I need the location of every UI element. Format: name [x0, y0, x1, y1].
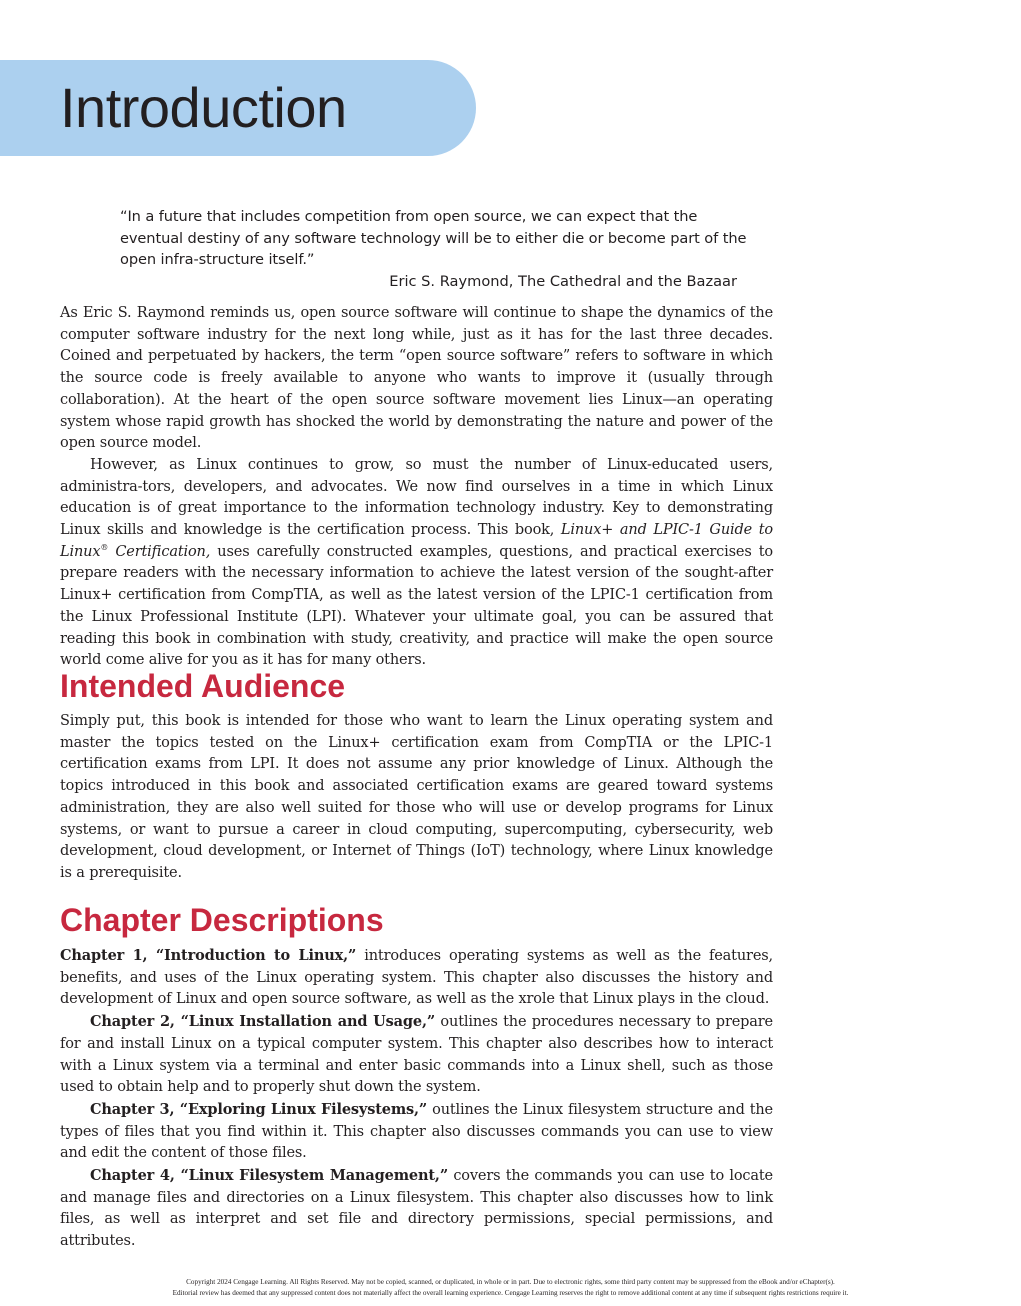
- chapter-4-description: Chapter 4, “Linux Filesystem Management,” covers the commands you can use to locate and manage files and directories on a Linux filesystem. This chapter also discusses how to link files, as well as interpret and set file and directory permissions, special permissions, and attributes.: [60, 1167, 773, 1250]
- chapter-2-description: Chapter 2, “Linux Installation and Usage,” outlines the procedures necessary to prepare for and install Linux on a typical computer system. This chapter also describes how to interact with a Linux system via a terminal and enter basic commands into a Linux shell, such as those used to obtain help and to properly shut down the system.: [60, 1013, 773, 1096]
- page-title: Introduction: [60, 76, 347, 139]
- copyright-line-1: Copyright 2024 Cengage Learning. All Rights Reserved. May not be copied, scanned, or duplicated, in whole or in part. Due to electronic rights, some third party content may be suppressed from the eBook and/or eChapter(s).: [186, 1278, 835, 1286]
- intended-audience-heading: Intended Audience: [60, 668, 346, 704]
- book-title: Linux+ and LPIC-1 Guide to Linux® Certification,: [60, 522, 773, 560]
- audience-paragraph: Simply put, this book is intended for those who want to learn the Linux operating system and master the topics tested on the Linux+ certification exam from CompTIA or the LPIC-1 certification exams from LPI. It does not assume any prior knowledge of Linux. Although the topics introduced in this book and associated certification exams are geared toward systems administration, they are also well suited for those who will use or develop programs for Linux systems, or want to pursue a career in cloud computing, supercomputing, cybersecurity, web development, cloud development, or Internet of Things (IoT) technology, where Linux knowledge is a prerequisite.: [60, 713, 773, 881]
- copyright-footer: [0, 1277, 1021, 1298]
- chapter-1-description: Chapter 1, “Introduction to Linux,” introduces operating systems as well as the features, benefits, and uses of the Linux operating system. This chapter also discusses the history and development of Linux and open source software, as well as the xrole that Linux plays in the cloud.: [60, 947, 774, 1008]
- chapter-descriptions-heading: Chapter Descriptions: [60, 902, 384, 938]
- epigraph-attribution: Eric S. Raymond, The Cathedral and the Bazaar: [389, 273, 737, 290]
- epigraph-quote: “In a future that includes competition from open source, we can expect that the eventual destiny of any software technology will be to either die or become part of the open infra-structure itself.”: [120, 208, 747, 269]
- chapter-3-title: Chapter 3, “Exploring Linux Filesystems,”: [90, 1100, 428, 1118]
- chapter-descriptions-section: [60, 945, 773, 1253]
- chapter-4-title: Chapter 4, “Linux Filesystem Management,”: [90, 1167, 449, 1185]
- copyright-line-2: Editorial review has deemed that any suppressed content does not materially affect the overall learning experience. Cengage Learning reserves the right to remove additional content at any time if subsequent rights restrictions require it.: [172, 1288, 849, 1297]
- audience-section: [60, 711, 773, 885]
- chapter-2-title: Chapter 2, “Linux Installation and Usage,”: [90, 1013, 436, 1031]
- intro-paragraph-1: As Eric S. Raymond reminds us, open source software will continue to shape the dynamics of the computer software industry for the next long while, just as it has for the last three decades. Coined and perpetuated by hackers, the term “open source software” refers to software in which the source code is freely available to anyone who wants to improve it (usually through collaboration). At the heart of the open source software movement lies Linux—an operating system whose rapid growth has shocked the world by demonstrating the nature and power of the open source model.: [60, 305, 773, 452]
- intro-paragraph-2: However, as Linux continues to grow, so must the number of Linux-educated users, administra-tors, developers, and advocates. We now find ourselves in a time in which Linux education is of great importance to the information technology industry. Key to demonstrating Linux skills and knowledge is the certification process. This book, Linux+ and LPIC-1 Guide to Linux® Certification, uses carefully constructed examples, questions, and practical exercises to prepare readers with the necessary information to achieve the latest version of the sought-after Linux+ certification from CompTIA, as well as the latest version of the LPIC-1 certification from the Linux Professional Institute (LPI). Whatever your ultimate goal, you can be assured that reading this book in combination with study, creativity, and practice will make the open source world come alive for you as it has for many others.: [60, 456, 773, 669]
- chapter-3-description: Chapter 3, “Exploring Linux Filesystems,” outlines the Linux filesystem structure and the types of files that you find within it. This chapter also discusses commands you can use to view and edit the content of those files.: [60, 1100, 773, 1162]
- chapter-1-title: Chapter 1, “Introduction to Linux,”: [60, 947, 357, 964]
- intro-section: [60, 303, 773, 672]
